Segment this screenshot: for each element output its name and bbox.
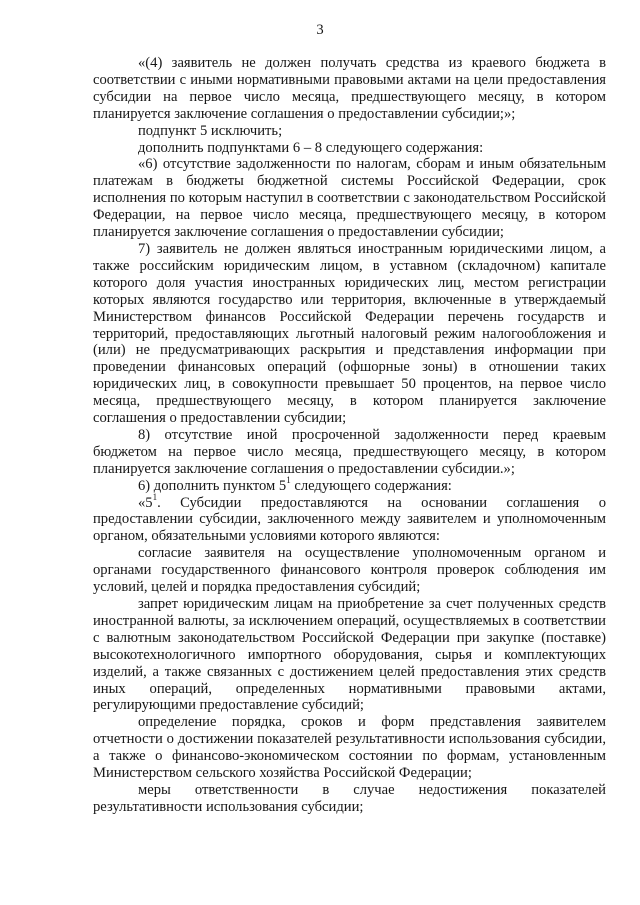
page-number: 3	[316, 22, 324, 38]
paragraph-8-text-before: «5	[138, 494, 153, 511]
paragraph-7-superscript: 1	[286, 474, 291, 485]
paragraph-7-text-after: следующего содержания:	[290, 477, 452, 494]
paragraph-3: дополнить подпунктами 6 – 8 следующего содержания:	[138, 139, 484, 156]
paragraph-1: «(4) заявитель не должен получать средства из краевого бюджета в соответствии с иными нормативными правовыми актами на цели предоставления субсидии на первое число месяца, предшествующего месяцу, в котором планируется заключение соглашения о предоставлении субсидии;»;	[93, 55, 606, 122]
paragraph-5: 7) заявитель не должен являться иностранным юридическими лицом, а также российским юридическим лицом, в уставном (складочном) капитале которого доля участия иностранных юридических лиц, местом регистрации которых являются государство или территория, включенные в утверждаемый Министерством финансов Российской Федерации перечень государств и территорий, предоставляющих льготный налоговый режим налогообложения и (или) не предусматривающих раскрытия и представления информации при проведении финансовых операций (офшорные зоны) в отношении таких юридических лиц, в совокупности превышает 50 процентов, на первое число месяца, предшествующего месяцу, в котором планируется заключение соглашения о предоставлении субсидии;	[93, 240, 606, 427]
paragraph-8-superscript: 1	[152, 491, 158, 502]
paragraph-12: меры ответственности в случае недостижения показателей результативности использования субсидии;	[93, 781, 606, 815]
paragraph-8-text-after: . Субсидии предоставляются на основании соглашения о предоставлении субсидии, заключенного между заявителем и уполномоченным органом, обязательными условиями которого являются:	[93, 494, 606, 545]
paragraph-11: определение порядка, сроков и форм представления заявителем отчетности о достижении показателей результативности использования субсидии, а также о финансово-экономическом состоянии по формам, установленным Министерством сельского хозяйства Российской Федерации;	[93, 714, 606, 782]
paragraph-7-text-before: 6) дополнить пунктом 5	[138, 477, 287, 494]
paragraph-8	[93, 491, 606, 546]
paragraph-4: «6) отсутствие задолженности по налогам, сборам и иным обязательным платежам в бюджеты бюджетной системы Российской Федерации, срок исполнения по которым наступил в соответствии с законодательством Российской Федерации, на первое число месяца, предшествующего месяцу, в котором планируется заключение соглашения о предоставлении субсидии;	[93, 156, 606, 241]
paragraph-10: запрет юридическим лицам на приобретение за счет полученных средств иностранной валюты, за исключением операций, осуществляемых в соответствии с валютным законодательством Российской Федерации при закупке (поставке) высокотехнологичного импортного оборудования, сырья и комплектующих изделий, а также связанных с достижением целей предоставления этих средств иных операций, определенных нормативными правовыми актами, регулирующими предоставление субсидий;	[93, 596, 606, 714]
paragraph-2: подпункт 5 исключить;	[138, 122, 283, 139]
paragraph-6: 8) отсутствие иной просроченной задолженности перед краевым бюджетом на первое число месяца, предшествующего месяцу, в котором планируется заключение соглашения о предоставлении субсидии.»;	[93, 426, 606, 477]
paragraph-7	[93, 474, 606, 495]
paragraph-9: согласие заявителя на осуществление уполномоченным органом и органами государственного финансового контроля проверок соблюдения им условий, целей и порядка предоставления субсидий;	[93, 545, 606, 596]
document-body	[93, 55, 606, 816]
